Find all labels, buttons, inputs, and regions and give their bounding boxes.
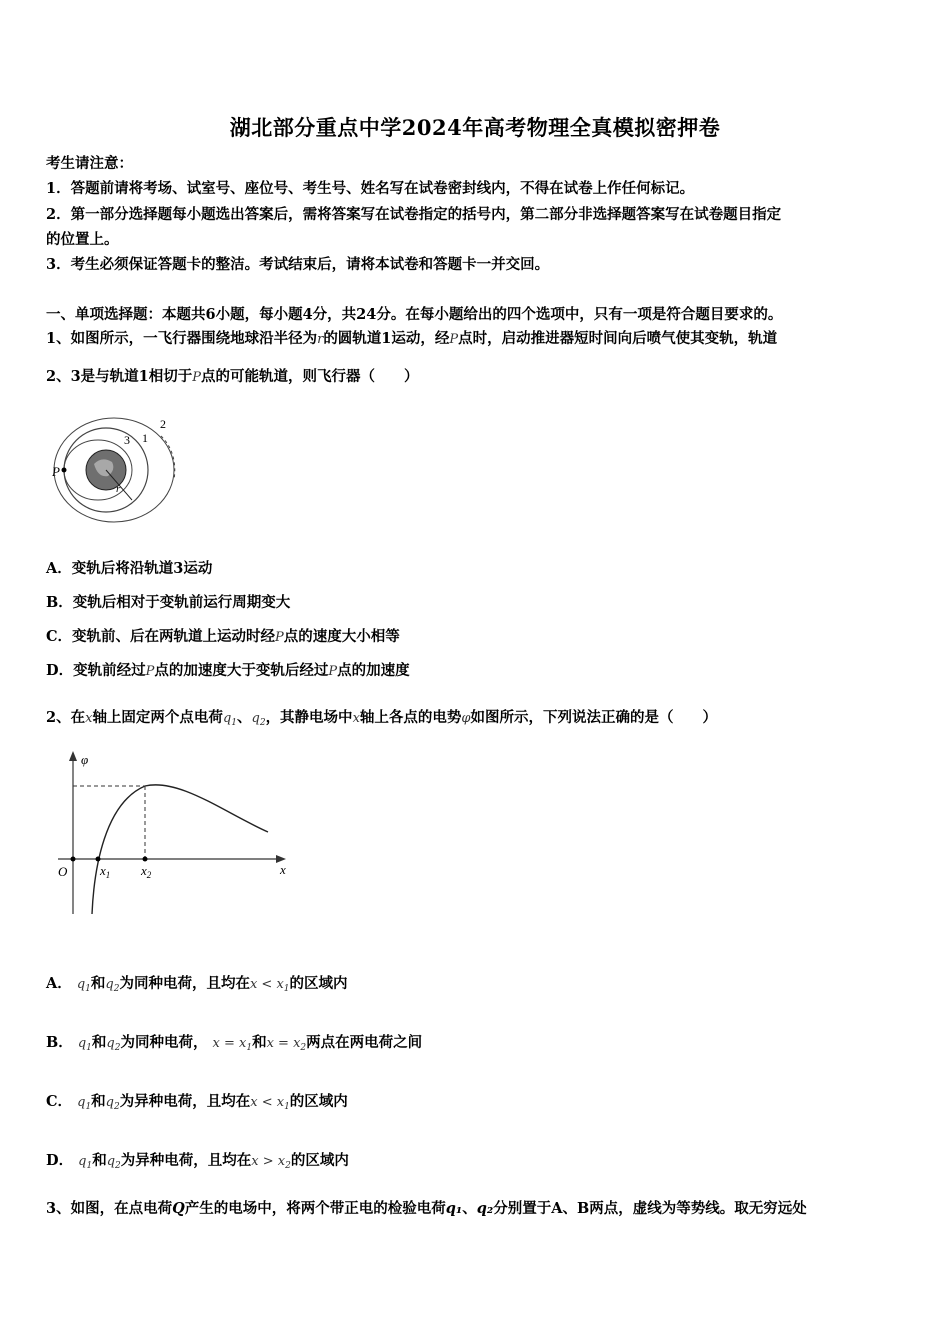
q-symbol: q [105, 977, 114, 992]
subscript: 2 [259, 718, 266, 728]
condition-1 [213, 1036, 253, 1051]
option-text: 为同种电荷， [120, 1034, 208, 1051]
q1-stem-line1 [46, 327, 777, 348]
subscript: 2 [113, 984, 120, 994]
phi-symbol: φ [461, 711, 471, 726]
q1-charge [223, 711, 237, 726]
x1-label [99, 863, 110, 880]
q1-symbol [77, 1095, 91, 1110]
q1-symbol: q₁ [445, 1200, 463, 1217]
subscript: 1 [86, 1161, 93, 1171]
condition [250, 1095, 290, 1110]
q1-option-a [46, 557, 212, 578]
x2-label-base: x [141, 863, 147, 878]
page-title: 湖北部分重点中学2024年高考物理全真模拟密押卷 [229, 115, 721, 140]
option-text: 变轨前、后在两轨道上运动时经 [72, 628, 276, 645]
q1-text-e: 点的可能轨道，则飞行器（ ） [201, 368, 419, 385]
q2-option-c [46, 1090, 348, 1112]
condition [251, 1154, 291, 1169]
option-letter: B． [46, 594, 73, 611]
q1-text-c: 点时，启动推进器短时间向后喷气使其变轨，轨道 [458, 330, 778, 347]
condition-text: x = x [266, 1036, 301, 1051]
q2-stem [46, 706, 717, 728]
x2-label-sub: 2 [146, 870, 152, 880]
q2-symbol [107, 1154, 121, 1169]
option-text: 为同种电荷，且均在 [119, 975, 250, 992]
q1-text-d: 2、3是与轨道1相切于 [46, 368, 193, 385]
q1-stem-line2 [46, 365, 419, 386]
option-text: 的区域内 [289, 975, 348, 992]
subscript: 2 [285, 1161, 291, 1171]
q-symbol: q [76, 977, 86, 992]
x1-dot [96, 857, 101, 862]
p-symbol: P [275, 630, 284, 645]
orbit-figure [46, 408, 186, 528]
notice-item-2: 2．第一部分选择题每小题选出答案后，需将答案写在试卷指定的括号内，第二部分非选择题答案写在试卷题目指定 [46, 206, 782, 223]
q1-symbol [77, 977, 91, 992]
p-symbol: P [145, 664, 155, 679]
notice-item-1: 1．答题前请将考场、试室号、座位号、考生号、姓名写在试卷密封线内，不得在试卷上作任何标记。 [46, 180, 695, 197]
separator: 、 [237, 709, 252, 726]
notice-item-3: 3．考生必须保证答题卡的整洁。考试结束后，请将本试卷和答题卡一并交回。 [46, 256, 550, 273]
origin-dot [71, 857, 76, 862]
and-text: 和 [91, 1034, 107, 1051]
condition [250, 977, 290, 992]
q2-option-b [46, 1031, 422, 1053]
option-letter: C． [46, 1093, 73, 1110]
subscript: 1 [246, 1043, 253, 1053]
x-axis-label: x [280, 862, 286, 877]
section-heading: 一、单项选择题：本题共6小题，每小题4分，共24分。在每小题给出的四个选项中，只有一项是符合题目要求的。 [46, 306, 783, 323]
q2-text: ，其静电场中 [265, 709, 353, 726]
x-symbol: x [352, 711, 360, 726]
q-symbol: q [77, 1036, 87, 1051]
q1-symbol [78, 1154, 92, 1169]
notice-heading: 考生请注意： [46, 155, 133, 172]
option-text: 点的速度大小相等 [283, 628, 400, 645]
and-text: 和 [91, 1093, 106, 1110]
option-text: 的区域内 [290, 1152, 349, 1169]
and-text: 和 [90, 975, 106, 992]
p-symbol: P [328, 664, 338, 679]
label-r: r [116, 483, 121, 495]
subscript: 1 [85, 984, 91, 994]
q2-symbol [106, 1095, 120, 1110]
q1-symbol [78, 1036, 92, 1051]
x1-label-base: x [100, 863, 106, 878]
q2-symbol: q₂ [476, 1200, 494, 1217]
option-letter: D． [46, 1152, 74, 1169]
q2-charge [252, 711, 266, 726]
label-orbit-1: 1 [142, 431, 148, 445]
x2-dot [143, 857, 148, 862]
q2-text: 如图所示，下列说法正确的是（ ） [470, 709, 718, 726]
condition-2 [267, 1036, 307, 1051]
subscript: 1 [231, 718, 237, 728]
condition-text: x > x [251, 1154, 286, 1169]
q-symbol: q [251, 711, 260, 726]
q3-stem [46, 1197, 807, 1218]
notice-item-2-cont: 的位置上。 [46, 231, 119, 248]
subscript: 1 [284, 1102, 290, 1112]
subscript: 2 [114, 1102, 120, 1112]
q1-p-symbol-2: P [192, 370, 202, 385]
q3-text: 分别置于A、B两点，虚线为等势线。取无穷远处 [493, 1200, 807, 1217]
q1-option-b [46, 591, 290, 612]
q2-text: 2、在 [46, 709, 86, 726]
q1-p-symbol: P [449, 332, 459, 347]
condition-text: x = x [212, 1036, 247, 1051]
q3-text: 产生的电场中，将两个带正电的检验电荷 [184, 1200, 446, 1217]
q1-r-symbol: r [317, 332, 324, 347]
option-text: 的区域内 [289, 1093, 348, 1110]
option-letter: D． [46, 662, 74, 679]
separator: 、 [462, 1200, 477, 1217]
option-text: 为异种电荷，且均在 [120, 1152, 252, 1169]
option-text: 两点在两电荷之间 [306, 1034, 423, 1051]
label-p: P [52, 464, 60, 479]
option-letter: B． [46, 1034, 73, 1051]
q-symbol: q [106, 1036, 115, 1051]
option-text: 变轨后将沿轨道3运动 [71, 560, 213, 577]
x-symbol: x [85, 711, 93, 726]
q2-text: 轴上各点的电势 [359, 709, 462, 726]
option-letter: A． [46, 975, 72, 992]
origin-label: O [58, 864, 68, 879]
potential-graph [50, 748, 295, 914]
point-p [62, 468, 67, 473]
y-axis-arrow [69, 751, 77, 761]
q-symbol: q [106, 1154, 116, 1169]
condition-text: x < x [250, 1095, 285, 1110]
q-symbol: q [105, 1095, 114, 1110]
option-text: 变轨前经过 [73, 662, 146, 679]
q-symbol: q [78, 1154, 87, 1169]
x1-label-sub: 1 [105, 870, 111, 880]
subscript: 1 [85, 1102, 92, 1112]
subscript: 2 [115, 1161, 121, 1171]
subscript: 2 [300, 1043, 307, 1053]
condition-text: x < x [249, 977, 284, 992]
subscript: 1 [86, 1043, 92, 1053]
q-symbol: q [77, 1095, 86, 1110]
q2-option-d [46, 1149, 349, 1171]
label-orbit-2: 2 [160, 417, 166, 431]
label-orbit-3: 3 [124, 433, 130, 447]
q1-option-c [46, 625, 400, 646]
q2-symbol [106, 1036, 120, 1051]
option-letter: C． [46, 628, 73, 645]
q2-text: 轴上固定两个点电荷 [92, 709, 223, 726]
Q-symbol: Q [172, 1200, 185, 1217]
option-text: 点的加速度 [337, 662, 410, 679]
subscript: 2 [114, 1043, 121, 1053]
option-text: 点的加速度大于变轨后经过 [154, 662, 329, 679]
q1-text-b: 的圆轨道1运动，经 [323, 330, 450, 347]
q2-symbol [105, 977, 119, 992]
option-text: 为异种电荷，且均在 [119, 1093, 251, 1110]
q1-option-d [46, 659, 410, 680]
y-axis-label: φ [81, 752, 89, 767]
q-symbol: q [222, 711, 232, 726]
q3-text: 3、如图，在点电荷 [46, 1200, 173, 1217]
x2-label [140, 863, 152, 880]
option-text: 变轨后相对于变轨前运行周期变大 [72, 594, 291, 611]
q2-option-a [46, 972, 348, 994]
potential-curve [92, 785, 268, 914]
subscript: 1 [283, 984, 290, 994]
and-text: 和 [92, 1152, 107, 1169]
q1-text-a: 1、如图所示，一飞行器围绕地球沿半径为 [46, 330, 318, 347]
and-text: 和 [252, 1034, 267, 1051]
option-letter: A． [46, 560, 72, 577]
